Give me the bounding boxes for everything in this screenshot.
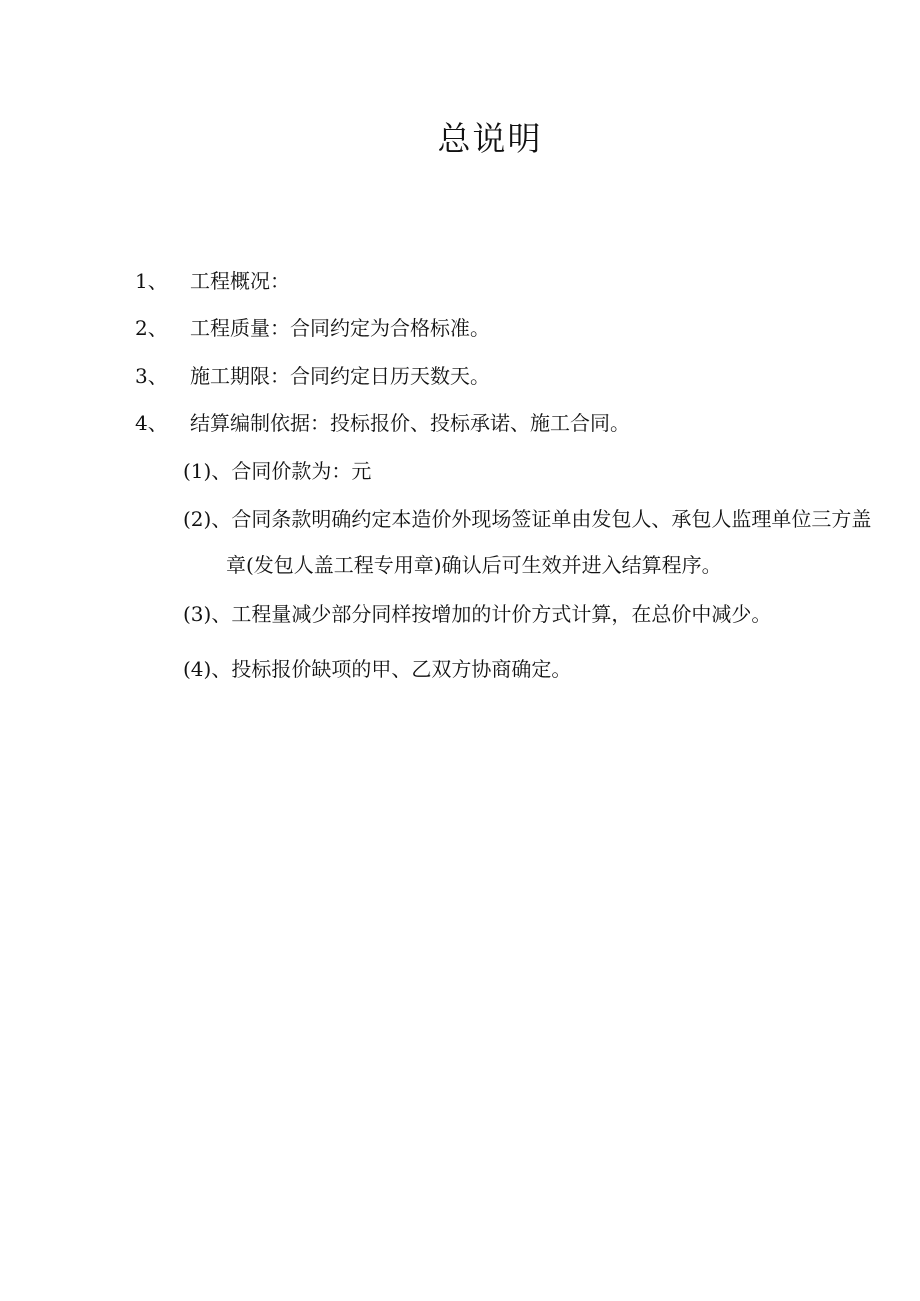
subitem-2-continued: 章(发包人盖工程专用章)确认后可生效并进入结算程序。 <box>226 553 722 577</box>
list-item-4 <box>135 409 630 437</box>
item-number: 2、 <box>135 316 168 340</box>
list-item-3 <box>135 362 490 390</box>
item-text: 工程概况： <box>190 269 290 293</box>
subitem-3: (3)、工程量减少部分同样按增加的计价方式计算，在总价中减少。 <box>183 602 772 626</box>
subitem-2: (2)、合同条款明确约定本造价外现场签证单由发包人、承包人监理单位三方盖 <box>183 507 872 531</box>
item-number: 1、 <box>135 269 168 293</box>
item-number: 3、 <box>135 364 168 388</box>
subitem-4: (4)、投标报价缺项的甲、乙双方协商确定。 <box>183 657 572 681</box>
item-number: 4、 <box>135 411 168 435</box>
list-item-1 <box>135 267 290 295</box>
item-text: 施工期限：合同约定日历天数天。 <box>190 364 490 388</box>
document-title: 总说明 <box>437 119 543 158</box>
subitem-1: (1)、合同价款为：元 <box>183 459 372 483</box>
item-text: 结算编制依据：投标报价、投标承诺、施工合同。 <box>190 411 630 435</box>
item-text: 工程质量：合同约定为合格标准。 <box>190 316 490 340</box>
list-item-2 <box>135 314 490 342</box>
